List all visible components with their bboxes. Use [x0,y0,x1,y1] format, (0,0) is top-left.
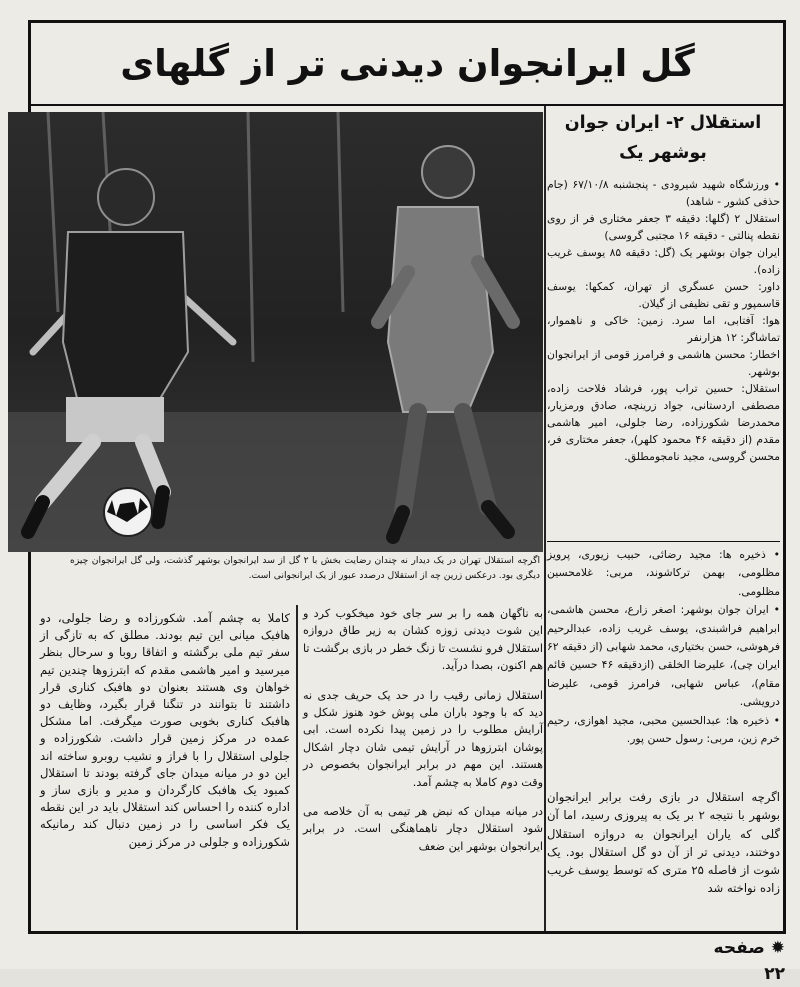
photo-caption: اگرچه استقلال تهران در یک دیدار نه چندان رضایت بخش با ۲ گل از سد ایرانجوان بوشهر گذشت، ولی گل ایرانجوان چیزه دیگری بود. درعکس زرین چه از استقلال درصدد عبور از یک ایرانجوانی است. [70,555,540,581]
iranjavan-substitutes: • ذخیره ها: عبدالحسین محبی، مجید اهوازی، رحیم خرم زین، مربی: رسول حسن پور. [547,713,780,746]
match-photo [8,112,543,552]
match-info-weather: هوا: آفتابی، اما سرد. زمین: خاکی و ناهموار، تماشاگر: ۱۲ هزارنفر [547,314,780,344]
match-info-warnings: اخطار: محسن هاشمی و فرامرز قومی از ایرانجوان بوشهر. [547,348,780,378]
match-title-line2: بوشهر یک [619,143,707,163]
middle-paragraph-2: استقلال زمانی رقیب را در حد یک حریف جدی نه دید که با وجود باران ملی پوش خود هنوز شکل و آرایش مطلوب را در زمین پیدا نکرده است. ابی پوشان ابترزوها در آرایش تیمی شان دچار اشکال هستند. این مهم در برابر ایرانجوان بخصوص در وقت دوم کاملا به چشم آمد. [303,688,543,789]
info-divider [547,541,780,542]
middle-column-divider [296,605,298,930]
match-info-referee: داور: حسن عسگری از تهران، کمکها: یوسف قاسمپور و تقی نظیفی از گیلان. [547,280,780,310]
headline-divider [30,104,784,106]
match-result-title [548,108,778,168]
iranjavan-lineup: • ایران جوان بوشهر: اصغر زارع، محسن هاشمی، ابراهیم فراشبندی، یوسف غریب زاده، عبدالرحیم فرهوشی، حسن بختیاری، محمد شهابی (از دقیقه ۶۲ ایران چی)، علیرضا الخلقی (ازدقیقه ۴۶ حسین قائم مقام)، عباس شهابی، فرامرز قومی، علیرضا درویشی. [547,603,780,709]
match-info-iranjavan-goal: ایران جوان بوشهر یک (گل: دقیقه ۸۵ یوسف غریب زاده). [547,246,780,276]
headline: گل ایرانجوان دیدنی تر از گلهای [120,42,695,85]
page-number: صفحه ۲۲ [713,938,785,984]
match-info-esteghlal-lineup: استقلال: حسین تراب پور، فرشاد فلاحت زاده، مصطفی اردستانی، جواد زرینچه، صادق ورمزیار، محمدرضا شکورزاده، رضا جلولی، امیر هاشمی مقدم (از دقیقه ۴۶ محمود کلهر)، جعفر مختاری فر، محسن گروسی، مجید نامجومطلق. [547,382,780,463]
page-footer [690,935,785,984]
esteghlal-substitutes: • ذخیره ها: مجید رضائی، حبیب زیوری، پرویز مظلومی، بهمن ترکاشوند، مربی: غلامحسین مظلومی. [547,548,780,598]
middle-article-column [303,605,543,927]
middle-paragraph-1: به ناگهان همه را بر سر جای خود میخکوب کرد و این شوت دیدنی زوزه کشان به زیر طاق دروازه استقلال فرو نشست تا زنگ خطر در بازی برگشت تا هم اکنون، بصدا درآید. [303,607,543,673]
flower-ornament-icon: ✹ [770,938,785,958]
lineup-column [547,546,780,781]
match-info-esteghlal-goals: استقلال ۲ (گلها: دقیقه ۳ جعفر مختاری فر از روی نقطه پنالتی - دقیقه ۱۶ مجتبی گروسی) [547,212,780,242]
match-info-column [547,176,780,594]
match-info-venue: • ورزشگاه شهید شیرودی - پنجشنبه ۶۷/۱۰/۸ (جام حذفی کشور - شاهد) [547,178,780,208]
right-column-divider [544,106,546,931]
report-start-column: اگرچه استقلال در بازی رفت برابر ایرانجوان بوشهر با نتیجه ۲ بر یک به پیروزی رسید، اما آن گلی که یاران ایرانجوان به دروازه استقلال دوختند، دیدنی تر از آن دو گل استقلال بود. یک شوت از فاصله ۲۵ متری که توسط یوسف غریب زاده نواخته شد [547,790,781,896]
football-players-image [8,112,543,552]
middle-paragraph-3: در میانه میدان که نبض هر تیمی به آن خلاصه می شود استقلال دچار ناهماهنگی است. در برابر ایرانجوان بوشهر این ضعف [303,805,543,853]
match-title-line1: استقلال ۲- ایران جوان [564,113,762,133]
left-article-column: کاملا به چشم آمد. شکورزاده و رضا جلولی، دو هافبک میانی این تیم بودند. مطلق که به تازگی از سفر تیم ملی برگشته و اتفاقا روبا و سرحال بنظر میرسید و امیر هاشمی مقدم که ابترزوها چندین تیم خواهان وی هستند بعنوان دو هافبک کناری قرار داشتند تا بتوانند در تنگنا قرار بگیرد، وظایف دو هافبک کناری بخوبی صورت میگرفت. اما مشکل عمده در مرکز زمین قرار داشت. شکورزاده و جلولی استقلال را با فراز و نشیب روبرو ساخته اند این دو در میانه میدان جای گرفته بودند تا استقلال کمبود یک هافبک کارگردان و مدیر و بازی ساز و اداره کننده را احساس کند استقلال باید در این نقطه یک فکر اساسی را در زمین دنبال کند رمانیکه شکورزاده و جلولی در مرکز زمین [40,611,290,849]
